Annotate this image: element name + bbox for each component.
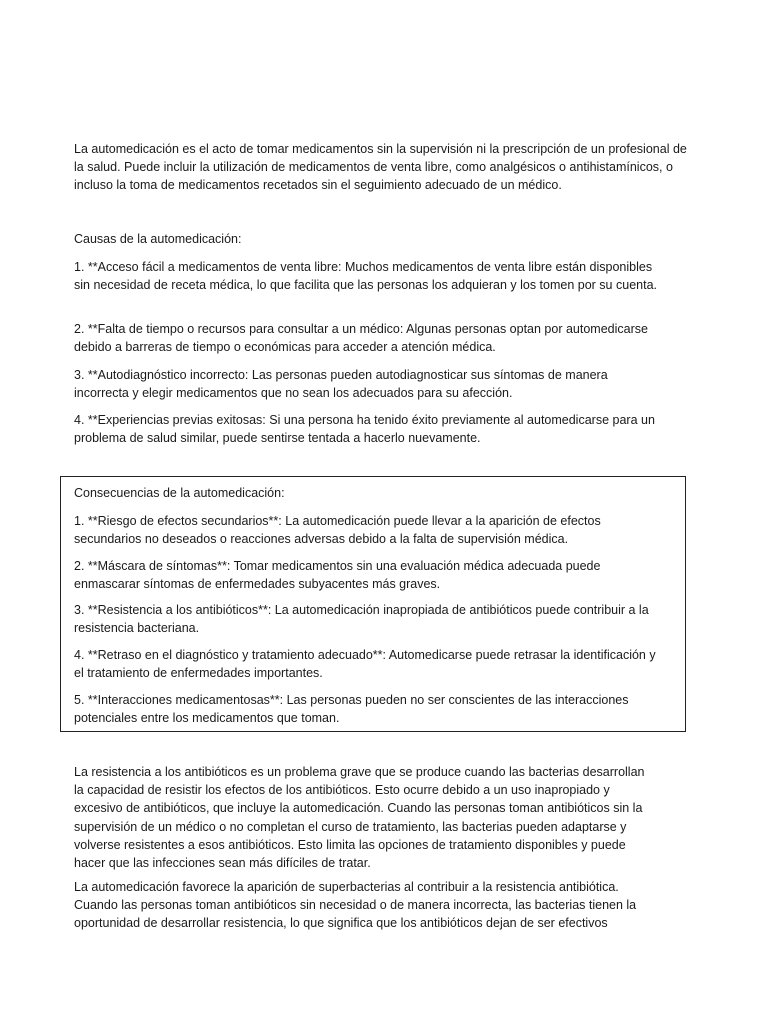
cause-item-1: 1. **Acceso fácil a medicamentos de venta libre: Muchos medicamentos de venta libre están disponibles sin necesidad de receta médica, lo que facilita que las personas los adquieran y los tomen por su cuenta.: [74, 260, 657, 293]
cause-item-4: 4. **Experiencias previas exitosas: Si una persona ha tenido éxito previamente al automedicarse para un problema de salud similar, puede sentirse tentada a hacerlo nuevamente.: [74, 413, 655, 446]
consequence-item-3: 3. **Resistencia a los antibióticos**: La automedicación inapropiada de antibióticos puede contribuir a la resistencia bacteriana.: [74, 603, 649, 636]
intro-paragraph: La automedicación es el acto de tomar medicamentos sin la supervisión ni la prescripción de un profesional de la salud. Puede incluir la utilización de medicamentos de venta libre, como analgésicos o antihistamínicos, o incluso la toma de medicamentos recetados sin el seguimiento adecuado de un médico.: [74, 142, 687, 193]
consequence-item-2: 2. **Máscara de síntomas**: Tomar medicamentos sin una evaluación médica adecuada puede enmascarar síntomas de enfermedades subyacentes más graves.: [74, 559, 601, 592]
resistance-paragraph: La resistencia a los antibióticos es un problema grave que se produce cuando las bacterias desarrollan la capacidad de resistir los efectos de los antibióticos. Esto ocurre debido a un uso inapropiado y excesivo de antibióticos, que incluye la automedicación. Cuando las personas toman antibióticos sin la supervisión de un médico o no completan el curso de tratamiento, las bacterias pueden adaptarse y volverse resistentes a esos antibióticos. Esto limita las opciones de tratamiento disponibles y puede hacer que las infecciones sean más difíciles de tratar.: [74, 765, 645, 871]
consequence-item-5: 5. **Interacciones medicamentosas**: Las personas pueden no ser conscientes de las interacciones potenciales entre los medicamentos que toman.: [74, 693, 629, 726]
consequences-box: [60, 476, 686, 732]
superbugs-paragraph: La automedicación favorece la aparición de superbacterias al contribuir a la resistencia antibiótica. Cuando las personas toman antibióticos sin necesidad o de manera incorrecta, las bacterias tienen la oportunidad de desarrollar resistencia, lo que significa que los antibióticos dejan de ser efectivos: [74, 880, 637, 931]
cause-item-3: 3. **Autodiagnóstico incorrecto: Las personas pueden autodiagnosticar sus síntomas de manera incorrecta y elegir medicamentos que no sean los adecuados para su afección.: [74, 368, 608, 401]
cause-item-2: 2. **Falta de tiempo o recursos para consultar a un médico: Algunas personas optan por automedicarse debido a barreras de tiempo o económicas para acceder a atención médica.: [74, 322, 648, 355]
consequence-item-4: 4. **Retraso en el diagnóstico y tratamiento adecuado**: Automedicarse puede retrasar la identificación y el tratamiento de enfermedades importantes.: [74, 648, 656, 681]
consequences-heading: Consecuencias de la automedicación:: [74, 486, 285, 500]
causes-heading: Causas de la automedicación:: [74, 232, 242, 246]
consequence-item-1: 1. **Riesgo de efectos secundarios**: La automedicación puede llevar a la aparición de efectos secundarios no deseados o reacciones adversas debido a la falta de supervisión médica.: [74, 514, 601, 547]
